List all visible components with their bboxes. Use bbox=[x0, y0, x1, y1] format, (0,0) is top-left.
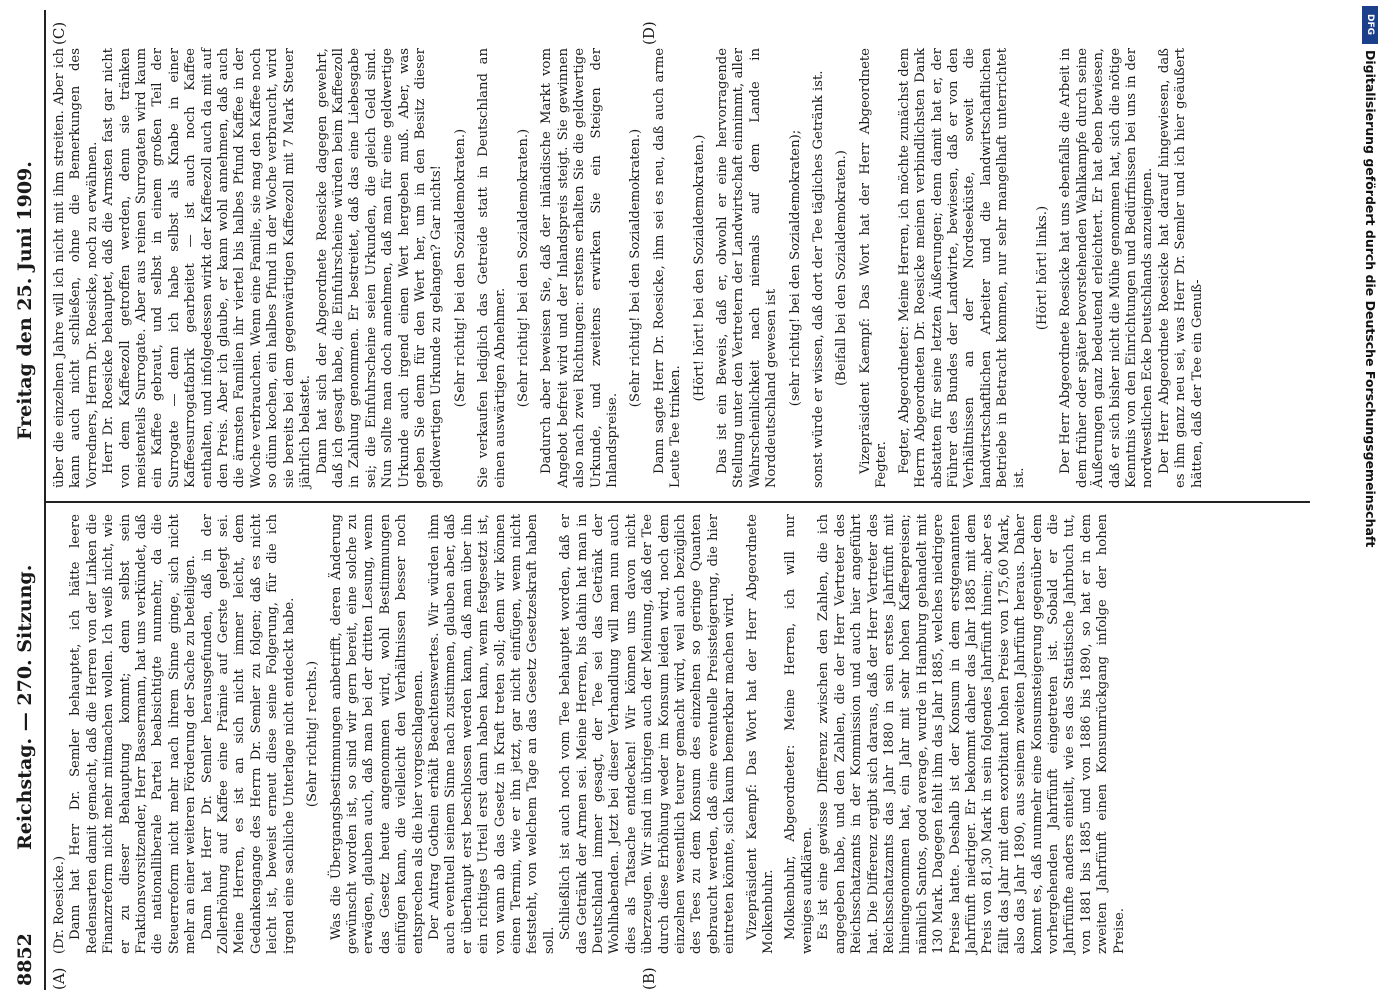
paragraph: über die einzelnen Jahre will ich nicht mit ihm streiten. Aber ich kann auch nicht schließen, ohne die Bemerkungen des Vorredners, Herrn Dr. Roesicke, noch zu erwähnen. bbox=[52, 48, 100, 488]
dfg-credit bbox=[1361, 6, 1379, 766]
chair-note: Vizepräsident Kaempf: Das Wort hat der Herr Abgeordnete Fegter. bbox=[857, 48, 890, 488]
interjection: (sehr richtig! bei den Sozialdemokraten); bbox=[787, 129, 803, 407]
marker-b: (B) bbox=[640, 967, 658, 990]
paragraph: Sie verkaufen lediglich das Getreide statt in Deutschland an einen auswärtigen Abnehmer. bbox=[476, 48, 508, 488]
paragraph: Schließlich ist auch noch vom Tee behauptet worden, daß er das Getränk der Armen sei. Meine Herren, bis dahin hat man in Deutschland immer gesagt, der Tee sei das Getränk der Wohlhabenden. Jetzt bei dieser Verhandlung will man nun auch dies als Tatsache entdecken! Wir können uns davon nicht überzeugen. Wir sind im übrigen auch der Meinung, daß der Tee durch diese Erhöhung weder im Konsum leiden wird, noch dem einzelnen wesentlich teurer gemacht wird, weil auch bezüglich des Tees zu dem Konsum des einzelnen so geringe Quanten gebraucht werden, daß eine eventuelle Preissteigerung, die hier eintreten könnte, sich kaum bemerkbar machen wird. bbox=[558, 514, 738, 954]
credit-text: Digitalisierung gefördert durch die Deutsche Forschungsgemeinschaft bbox=[1363, 50, 1378, 548]
interjection: (Beifall bei den Sozialdemokraten.) bbox=[834, 150, 850, 386]
paragraph: Herr Dr. Roesicke behauptet, daß die Armsten fast gar nicht von dem Kaffeezoll getroffen werden, denn sie tränken meistenteils Surrogate. Aber aus reinen Surrogaten wird kaum ein Kaffee gebraut, und selbst in einem großen Teil der Surrogate — denn ich habe selbst als Knabe in einer Kaffeesurrogatfabrik gearbeitet — ist auch noch Kaffee enthalten, und infolgedessen wirkt der Kaffeezoll auch da mit auf den Preis. Aber ich glaube, er kann wohl annehmen, daß auch die ärmsten Familien ihr viertel bis halbes Pfund Kaffee in der Woche verbrauchen. Wenn eine Familie, sie mag den Kaffee noch so dünn kochen, ein halbes Pfund in der Woche verbraucht, wird sie bereits bei dem gegenwärtigen Kaffeezoll mit 7 Mark Steuer jährlich belastet. bbox=[101, 48, 314, 488]
paragraph: Das ist ein Beweis, daß er, obwohl er eine hervorragende Stellung unter den Vertretern der Landwirtschaft einnimmt, aller Wahrscheinlichkeit nach niemals auf dem Lande in Norddeutschland gewesen ist bbox=[715, 48, 780, 488]
interjection: (Hört! hört! bei den Sozialdemokraten.) bbox=[691, 134, 707, 402]
paragraph: Der Herr Abgeordnete Roesicke hat darauf hingewiesen, daß es ihm ganz neu sei, was Herr Dr. Semler und ich hier geäußert hätten, daß der Tee ein Genuß- bbox=[1156, 48, 1205, 488]
marker-c: (C) bbox=[50, 21, 68, 45]
paragraph: Es ist eine gewisse Differenz zwischen den Zahlen, die ich angegeben habe, und den Zahlen, die der Herr Vertreter des Reichsschatzamts in der Kommission und auch hier angeführt hat. Die Differenz ergibt sich daraus, daß der Herr Vertreter des Reichsschatzamts das Jahr 1880 in sein erstes Jahrfünft mit hineingenommen hat, ein Jahr mit sehr hohen Kaffeepreisen; nämlich Santos, good average, wurde in Hamburg gehandelt mit 130 Mark. Dagegen fehlt ihm das Jahr 1885, welches niedrigere Preise hatte. Deshalb ist der Konsum in dem erstgenannten Jahrfünft niedriger. Er bekommt daher das Jahr 1885 mit dem Preis von 81,30 Mark in sein folgendes Jahrfünft hinein; aber es fällt das Jahr mit dem exorbitant hohen Preise von 175,60 Mark, also das Jahr 1890, aus seinem zweiten Jahrfünft heraus. Daher kommt es, daß nunmehr eine Konsumsteigerung gegenüber dem vorhergehenden Jahrfünft eingetreten ist. Sobald er die Jahrfünfte anders einteilt, wie es das Statistische Jahrbuch tut, von 1881 bis 1885 und von 1886 bis 1890, so hat er in dem zweiten Jahrfünft einen Konsumrückgang infolge der hohen Preise. bbox=[816, 514, 1127, 954]
interjection: (Sehr richtig! bei den Sozialdemokraten.) bbox=[628, 128, 644, 408]
interjection: (Sehr richtig! bei den Sozialdemokraten.) bbox=[515, 128, 531, 408]
interjection: (Hört! hört! links.) bbox=[1034, 205, 1050, 331]
chair-note: Vizepräsident Kaempf: Das Wort hat der Herr Abgeordnete Molkenbuhr. bbox=[744, 514, 777, 954]
speaker-ref: (Dr. Roesicke.) bbox=[52, 855, 67, 954]
paragraph: Dadurch aber beweisen Sie, daß der inländische Markt vom Angebot befreit wird und der Inlandspreis steigt. Sie gewinnen also nach zwei Richtungen: erstens erhalten Sie die geldwertige Urkunde, und zweitens erwirken Sie ein Steigen der Inlandspreise. bbox=[539, 48, 620, 488]
right-column bbox=[52, 48, 1310, 488]
column-divider bbox=[44, 501, 1310, 503]
paragraph: Der Herr Abgeordnete Roesicke hat uns ebenfalls die Arbeit in dem früher oder später bevorstehenden Wahlkampfe durch seine Äußerungen ganz bedeutend erleichtert. Er hat eben bewiesen, daß er sich bisher nicht die Mühe genommen hat, sich die nötige Kenntnis von den Einrichtungen und Bedürfnissen bei uns in der nordwestlichen Ecke Deutschlands anzueignen. bbox=[1058, 48, 1156, 488]
interjection: (Sehr richtig! bei den Sozialdemokraten.) bbox=[452, 128, 468, 408]
page-header bbox=[0, 0, 44, 1000]
paragraph: Dann sagte Herr Dr. Roesicke, ihm sei es neu, daß auch arme Leute Tee trinken. bbox=[651, 48, 684, 488]
header-rule bbox=[44, 10, 46, 990]
paragraph: Dann hat sich der Abgeordnete Roesicke dagegen gewehrt, daß ich gesagt habe, die Einfuhrscheine würden beim Kaffeezoll in Zahlung genommen. Er bestreitet, daß das eine Liebesgabe sei; die Einfuhrscheine seien Urkunden, die gleich Geld sind. Nun sollte man doch annehmen, daß man für eine geldwertige Urkunde auch irgend einen Wert hergeben muß. Aber, was geben Sie denn für den Wert her, um in den Besitz dieser geldwertigen Urkunde zu gelangen? Gar nichts! bbox=[314, 48, 445, 488]
paragraph: Dann hat Herr Dr. Semler herausgefunden, daß in der Zollerhöhung auf Kaffee eine Prämie auf Gerste gelegt sei. Meine Herren, es ist an sich nicht immer leicht, dem Gedankengange des Herrn Dr. Semler zu folgen; daß es nicht leicht ist, beweist erneut diese seine Folgerung, für die ich irgend eine sachliche Unterlage nicht entdeckt habe. bbox=[199, 514, 297, 954]
paragraph: Was die Übergangsbestimmungen anbetrifft, deren Änderung gewünscht worden ist, so sind wir gern bereit, eine solche zu erwägen, glauben auch, daß man bei der dritten Lesung, wenn das Gesetz heute angenommen wird, wohl Bestimmungen einfügen kann, die vielleicht den Verhältnissen besser noch entsprechen als die hier vorgeschlagenen. bbox=[328, 514, 426, 954]
paragraph: Dann hat Herr Dr. Semler behauptet, ich hätte leere Redensarten damit gemacht, daß die Herren von der Linken die Finanzreform nicht mehr mitmachen wollen. Ich weiß nicht, wie er zu dieser Behauptung kommt; denn selbst sein Fraktionsvorsitzender, Herr Bassermann, hat uns verkündet, daß die nationalliberale Partei beabsichtigte nunmehr, da die Steuerreform nicht mehr nach ihrem Sinne ginge, sich nicht mehr an einer weiteren Förderung der Sache zu beteiligen. bbox=[68, 514, 199, 954]
running-date: Freitag den 25. Juni 1909. bbox=[14, 161, 36, 440]
speaker-intro: Fegter, Abgeordneter: Meine Herren, ich möchte zunächst dem Herrn Abgeordneten Dr. Roesicke meinen verbindlichsten Dank abstatten für seine letzten Äußerungen; denn damit hat er, der Führer des Bundes der Landwirte, bewiesen, daß er von den Verhältnissen an der Nordseeküste, soweit die landwirtschaftlichen Arbeiter und die landwirtschaftlichen Betriebe in Betracht kommen, nur sehr mangelhaft unterrichtet ist. bbox=[896, 48, 1027, 488]
paragraph: sonst würde er wissen, daß dort der Tee tägliches Getränk ist. bbox=[811, 70, 827, 488]
speaker-intro: Molkenbuhr, Abgeordneter: Meine Herren, ich will nur weniges aufklären. bbox=[783, 514, 815, 954]
dfg-logo-icon: DFG bbox=[1362, 6, 1378, 44]
running-title: Reichstag. — 270. Sitzung. bbox=[14, 564, 36, 850]
page-number: 8852 bbox=[14, 933, 36, 986]
left-column bbox=[52, 514, 1310, 954]
marker-d: (D) bbox=[640, 21, 658, 45]
paragraph: Der Antrag Gothein erhält Beachtenswertes. Wir würden ihm auch eventuell seinem Sinne nach zustimmen, glauben aber, daß er überhaupt erst beschlossen werden kann, daß man über ihn ein richtiges Urteil erst dann haben kann, wenn festgesetzt ist, von wann ab das Gesetz in Kraft treten soll; denn wir können einen Termin, wie er ihn jetzt, gar nicht einfügen, wenn nicht feststeht, von welchem Tage an das Gesetz Gesetzeskraft haben soll. bbox=[426, 514, 557, 954]
interjection: (Sehr richtig! rechts.) bbox=[305, 660, 321, 808]
marker-a: (A) bbox=[50, 967, 68, 990]
